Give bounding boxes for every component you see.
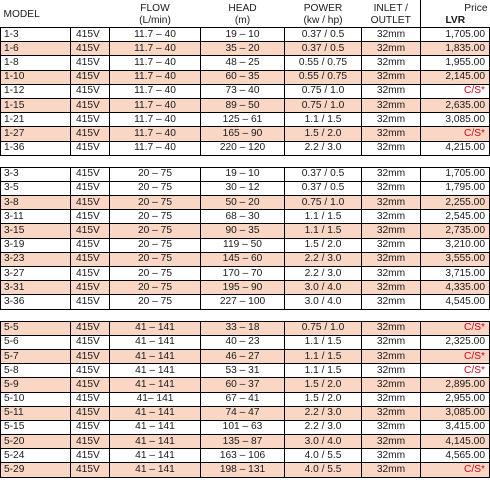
voltage-cell: 415V — [71, 295, 110, 309]
head-cell: 163 – 106 — [201, 449, 285, 463]
head-cell: 53 – 31 — [201, 364, 285, 378]
table-row — [1, 295, 490, 309]
model-cell: 3-19 — [1, 238, 71, 252]
model-cell: 3-36 — [1, 295, 71, 309]
model-cell: 5-9 — [1, 378, 71, 392]
flow-cell: 41 – 141 — [110, 406, 201, 420]
voltage-cell: 415V — [71, 321, 110, 335]
power-cell: 0.37 / 0.5 — [285, 28, 362, 42]
inlet-outlet-cell: 32mm — [362, 127, 421, 141]
inlet-outlet-cell: 32mm — [362, 267, 421, 281]
table-row — [1, 167, 490, 181]
price-cell: 4,145.00 — [421, 435, 490, 449]
model-cell: 5-20 — [1, 435, 71, 449]
voltage-cell: 415V — [71, 70, 110, 84]
price-cell: 3,085.00 — [421, 406, 490, 420]
voltage-cell: 415V — [71, 42, 110, 56]
inlet-outlet-cell: 32mm — [362, 281, 421, 295]
flow-cell: 41 – 141 — [110, 378, 201, 392]
head-cell: 33 – 18 — [201, 321, 285, 335]
voltage-cell: 415V — [71, 463, 110, 477]
flow-cell: 11.7 – 40 — [110, 28, 201, 42]
inlet-outlet-cell: 32mm — [362, 224, 421, 238]
flow-cell: 11.7 – 40 — [110, 127, 201, 141]
head-cell: 165 – 90 — [201, 127, 285, 141]
voltage-cell: 415V — [71, 406, 110, 420]
voltage-cell: 415V — [71, 210, 110, 224]
flow-cell: 11.7 – 40 — [110, 141, 201, 155]
head-cell: 74 – 47 — [201, 406, 285, 420]
flow-cell: 20 – 75 — [110, 238, 201, 252]
power-cell: 2.2 / 3.0 — [285, 420, 362, 434]
inlet-outlet-cell: 32mm — [362, 364, 421, 378]
model-cell: 3-31 — [1, 281, 71, 295]
head-cell: 220 – 120 — [201, 141, 285, 155]
table-row — [1, 392, 490, 406]
model-cell: 5-6 — [1, 335, 71, 349]
table-row — [1, 84, 490, 98]
head-cell: 227 – 100 — [201, 295, 285, 309]
table-row — [1, 238, 490, 252]
header-flow: FLOW — [140, 2, 170, 14]
table-row — [1, 127, 490, 141]
inlet-outlet-cell: 32mm — [362, 56, 421, 70]
header-voltage — [71, 0, 110, 28]
price-cell: 1,795.00 — [421, 181, 490, 195]
model-cell: 5-11 — [1, 406, 71, 420]
flow-cell: 41– 141 — [110, 392, 201, 406]
model-cell: 5-15 — [1, 420, 71, 434]
inlet-outlet-cell: 32mm — [362, 238, 421, 252]
voltage-cell: 415V — [71, 56, 110, 70]
head-cell: 67 – 41 — [201, 392, 285, 406]
head-cell: 60 – 35 — [201, 70, 285, 84]
table-row — [1, 406, 490, 420]
head-cell: 145 – 60 — [201, 252, 285, 266]
power-cell: 2.2 / 3.0 — [285, 267, 362, 281]
power-cell: 1.1 / 1.5 — [285, 335, 362, 349]
voltage-cell: 415V — [71, 267, 110, 281]
head-cell: 135 – 87 — [201, 435, 285, 449]
power-cell: 1.1 / 1.5 — [285, 349, 362, 363]
inlet-outlet-cell: 32mm — [362, 113, 421, 127]
power-cell: 0.37 / 0.5 — [285, 181, 362, 195]
voltage-cell: 415V — [71, 420, 110, 434]
power-cell: 2.2 / 3.0 — [285, 252, 362, 266]
power-cell: 0.37 / 0.5 — [285, 42, 362, 56]
table-row — [1, 449, 490, 463]
inlet-outlet-cell: 32mm — [362, 141, 421, 155]
power-cell: 1.5 / 2.0 — [285, 127, 362, 141]
head-cell: 73 – 40 — [201, 84, 285, 98]
model-cell: 1-8 — [1, 56, 71, 70]
price-cell: 2,735.00 — [421, 224, 490, 238]
power-cell: 1.5 / 2.0 — [285, 392, 362, 406]
flow-cell: 11.7 – 40 — [110, 70, 201, 84]
model-cell: 3-11 — [1, 210, 71, 224]
model-cell: 3-23 — [1, 252, 71, 266]
voltage-cell: 415V — [71, 141, 110, 155]
flow-cell: 20 – 75 — [110, 196, 201, 210]
table-row — [1, 252, 490, 266]
inlet-outlet-cell: 32mm — [362, 335, 421, 349]
power-cell: 4.0 / 5.5 — [285, 449, 362, 463]
voltage-cell: 415V — [71, 127, 110, 141]
header-price-lvr: LVR — [421, 15, 490, 28]
flow-cell: 41 – 141 — [110, 349, 201, 363]
table-row — [1, 335, 490, 349]
table-row — [1, 98, 490, 112]
model-cell: 5-29 — [1, 463, 71, 477]
power-cell: 3.0 / 4.0 — [285, 281, 362, 295]
power-cell: 1.1 / 1.5 — [285, 113, 362, 127]
flow-cell: 41 – 141 — [110, 435, 201, 449]
power-cell: 0.75 / 1.0 — [285, 98, 362, 112]
table-body — [1, 28, 490, 478]
voltage-cell: 415V — [71, 167, 110, 181]
flow-cell: 20 – 75 — [110, 224, 201, 238]
header-power-unit: (kw / hp) — [303, 15, 343, 26]
price-cell: 1,835.00 — [421, 42, 490, 56]
group-separator — [1, 155, 490, 167]
table-row — [1, 435, 490, 449]
voltage-cell: 415V — [71, 435, 110, 449]
model-cell: 1-36 — [1, 141, 71, 155]
inlet-outlet-cell: 32mm — [362, 349, 421, 363]
power-cell: 1.5 / 2.0 — [285, 238, 362, 252]
inlet-outlet-cell: 32mm — [362, 210, 421, 224]
table-row — [1, 210, 490, 224]
head-cell: 68 – 30 — [201, 210, 285, 224]
model-cell: 3-8 — [1, 196, 71, 210]
inlet-outlet-cell: 32mm — [362, 42, 421, 56]
power-cell: 0.75 / 1.0 — [285, 321, 362, 335]
flow-cell: 41 – 141 — [110, 364, 201, 378]
head-cell: 89 – 50 — [201, 98, 285, 112]
inlet-outlet-cell: 32mm — [362, 167, 421, 181]
price-cell: C/S* — [421, 463, 490, 477]
model-cell: 5-24 — [1, 449, 71, 463]
price-cell: 3,415.00 — [421, 420, 490, 434]
power-cell: 0.75 / 1.0 — [285, 84, 362, 98]
voltage-cell: 415V — [71, 252, 110, 266]
model-cell: 1-15 — [1, 98, 71, 112]
model-cell: 1-3 — [1, 28, 71, 42]
table-row — [1, 28, 490, 42]
flow-cell: 20 – 75 — [110, 281, 201, 295]
separator-cell — [1, 309, 490, 321]
table-row — [1, 141, 490, 155]
price-cell: 4,565.00 — [421, 449, 490, 463]
head-cell: 195 – 90 — [201, 281, 285, 295]
inlet-outlet-cell: 32mm — [362, 463, 421, 477]
voltage-cell: 415V — [71, 84, 110, 98]
head-cell: 35 – 20 — [201, 42, 285, 56]
head-cell: 40 – 23 — [201, 335, 285, 349]
voltage-cell: 415V — [71, 378, 110, 392]
price-cell: 1,705.00 — [421, 167, 490, 181]
flow-cell: 41 – 141 — [110, 321, 201, 335]
flow-cell: 20 – 75 — [110, 167, 201, 181]
power-cell: 4.0 / 5.5 — [285, 463, 362, 477]
power-cell: 2.2 / 3.0 — [285, 141, 362, 155]
voltage-cell: 415V — [71, 349, 110, 363]
power-cell: 3.0 / 4.0 — [285, 295, 362, 309]
flow-cell: 41 – 141 — [110, 420, 201, 434]
table-row — [1, 281, 490, 295]
price-cell: 1,955.00 — [421, 56, 490, 70]
table-row — [1, 364, 490, 378]
voltage-cell: 415V — [71, 392, 110, 406]
model-cell: 1-6 — [1, 42, 71, 56]
group-separator — [1, 309, 490, 321]
head-cell: 46 – 27 — [201, 349, 285, 363]
inlet-outlet-cell: 32mm — [362, 70, 421, 84]
table-row — [1, 321, 490, 335]
voltage-cell: 415V — [71, 281, 110, 295]
flow-cell: 11.7 – 40 — [110, 84, 201, 98]
price-cell: C/S* — [421, 127, 490, 141]
head-cell: 125 – 61 — [201, 113, 285, 127]
power-cell: 0.75 / 1.0 — [285, 196, 362, 210]
price-cell: 4,335.00 — [421, 281, 490, 295]
model-cell: 1-12 — [1, 84, 71, 98]
power-cell: 0.55 / 0.75 — [285, 56, 362, 70]
model-cell: 3-3 — [1, 167, 71, 181]
inlet-outlet-cell: 32mm — [362, 420, 421, 434]
flow-cell: 41 – 141 — [110, 463, 201, 477]
header-head-unit: (m) — [234, 15, 251, 26]
price-cell: 2,895.00 — [421, 378, 490, 392]
table-row — [1, 196, 490, 210]
inlet-outlet-cell: 32mm — [362, 449, 421, 463]
power-cell: 1.1 / 1.5 — [285, 210, 362, 224]
price-cell: 3,210.00 — [421, 238, 490, 252]
head-cell: 60 – 37 — [201, 378, 285, 392]
price-cell: 3,715.00 — [421, 267, 490, 281]
voltage-cell: 415V — [71, 28, 110, 42]
inlet-outlet-cell: 32mm — [362, 252, 421, 266]
price-cell: 2,255.00 — [421, 196, 490, 210]
inlet-outlet-cell: 32mm — [362, 378, 421, 392]
table-row — [1, 224, 490, 238]
model-cell: 5-7 — [1, 349, 71, 363]
table-header — [1, 0, 490, 28]
head-cell: 19 – 10 — [201, 167, 285, 181]
flow-cell: 11.7 – 40 — [110, 98, 201, 112]
model-cell: 5-5 — [1, 321, 71, 335]
table-row — [1, 70, 490, 84]
flow-cell: 20 – 75 — [110, 181, 201, 195]
table-row — [1, 181, 490, 195]
header-power: POWER — [303, 2, 343, 14]
price-cell: 2,145.00 — [421, 70, 490, 84]
inlet-outlet-cell: 32mm — [362, 435, 421, 449]
flow-cell: 20 – 75 — [110, 295, 201, 309]
price-cell: C/S* — [421, 349, 490, 363]
model-cell: 1-21 — [1, 113, 71, 127]
inlet-outlet-cell: 32mm — [362, 295, 421, 309]
price-cell: 3,555.00 — [421, 252, 490, 266]
head-cell: 90 – 35 — [201, 224, 285, 238]
flow-cell: 41 – 141 — [110, 335, 201, 349]
head-cell: 119 – 50 — [201, 238, 285, 252]
flow-cell: 20 – 75 — [110, 252, 201, 266]
head-cell: 19 – 10 — [201, 28, 285, 42]
table-row — [1, 267, 490, 281]
table-row — [1, 42, 490, 56]
voltage-cell: 415V — [71, 224, 110, 238]
table-row — [1, 349, 490, 363]
header-head: HEAD — [228, 2, 257, 14]
price-cell: 4,545.00 — [421, 295, 490, 309]
price-cell: C/S* — [421, 364, 490, 378]
flow-cell: 20 – 75 — [110, 210, 201, 224]
power-cell: 0.55 / 0.75 — [285, 70, 362, 84]
voltage-cell: 415V — [71, 335, 110, 349]
price-cell: 3,085.00 — [421, 113, 490, 127]
price-cell: 4,215.00 — [421, 141, 490, 155]
voltage-cell: 415V — [71, 449, 110, 463]
voltage-cell: 415V — [71, 113, 110, 127]
price-cell: C/S* — [421, 84, 490, 98]
flow-cell: 11.7 – 40 — [110, 42, 201, 56]
inlet-outlet-cell: 32mm — [362, 98, 421, 112]
header-flow-unit: (L/min) — [139, 15, 171, 26]
header-inlet: INLET / — [373, 2, 408, 14]
price-cell: 2,545.00 — [421, 210, 490, 224]
head-cell: 48 – 25 — [201, 56, 285, 70]
power-cell: 1.5 / 2.0 — [285, 378, 362, 392]
power-cell: 2.2 / 3.0 — [285, 406, 362, 420]
flow-cell: 11.7 – 40 — [110, 56, 201, 70]
head-cell: 50 – 20 — [201, 196, 285, 210]
table-row — [1, 378, 490, 392]
price-cell: 1,705.00 — [421, 28, 490, 42]
price-cell: 2,325.00 — [421, 335, 490, 349]
power-cell: 1.1 / 1.5 — [285, 364, 362, 378]
model-cell: 3-5 — [1, 181, 71, 195]
header-outlet: OUTLET — [370, 15, 411, 26]
head-cell: 170 – 70 — [201, 267, 285, 281]
head-cell: 198 – 131 — [201, 463, 285, 477]
model-cell: 5-8 — [1, 364, 71, 378]
inlet-outlet-cell: 32mm — [362, 392, 421, 406]
model-cell: 5-10 — [1, 392, 71, 406]
voltage-cell: 415V — [71, 196, 110, 210]
price-cell: 2,635.00 — [421, 98, 490, 112]
power-cell: 3.0 / 4.0 — [285, 435, 362, 449]
inlet-outlet-cell: 32mm — [362, 321, 421, 335]
flow-cell: 20 – 75 — [110, 267, 201, 281]
inlet-outlet-cell: 32mm — [362, 196, 421, 210]
model-cell: 1-27 — [1, 127, 71, 141]
model-cell: 3-27 — [1, 267, 71, 281]
inlet-outlet-cell: 32mm — [362, 28, 421, 42]
flow-cell: 11.7 – 40 — [110, 113, 201, 127]
head-cell: 30 – 12 — [201, 181, 285, 195]
flow-cell: 41 – 141 — [110, 449, 201, 463]
power-cell: 1.1 / 1.5 — [285, 224, 362, 238]
model-cell: 1-10 — [1, 70, 71, 84]
voltage-cell: 415V — [71, 98, 110, 112]
inlet-outlet-cell: 32mm — [362, 406, 421, 420]
table-row — [1, 113, 490, 127]
inlet-outlet-cell: 32mm — [362, 181, 421, 195]
voltage-cell: 415V — [71, 181, 110, 195]
table-row — [1, 420, 490, 434]
table-row — [1, 463, 490, 477]
power-cell: 0.37 / 0.5 — [285, 167, 362, 181]
header-model: MODEL — [3, 8, 40, 20]
model-cell: 3-15 — [1, 224, 71, 238]
head-cell: 101 – 63 — [201, 420, 285, 434]
voltage-cell: 415V — [71, 238, 110, 252]
voltage-cell: 415V — [71, 364, 110, 378]
inlet-outlet-cell: 32mm — [362, 84, 421, 98]
price-cell: C/S* — [421, 321, 490, 335]
price-cell: 2,955.00 — [421, 392, 490, 406]
separator-cell — [1, 155, 490, 167]
header-price: Price — [421, 0, 490, 15]
table-row — [1, 56, 490, 70]
